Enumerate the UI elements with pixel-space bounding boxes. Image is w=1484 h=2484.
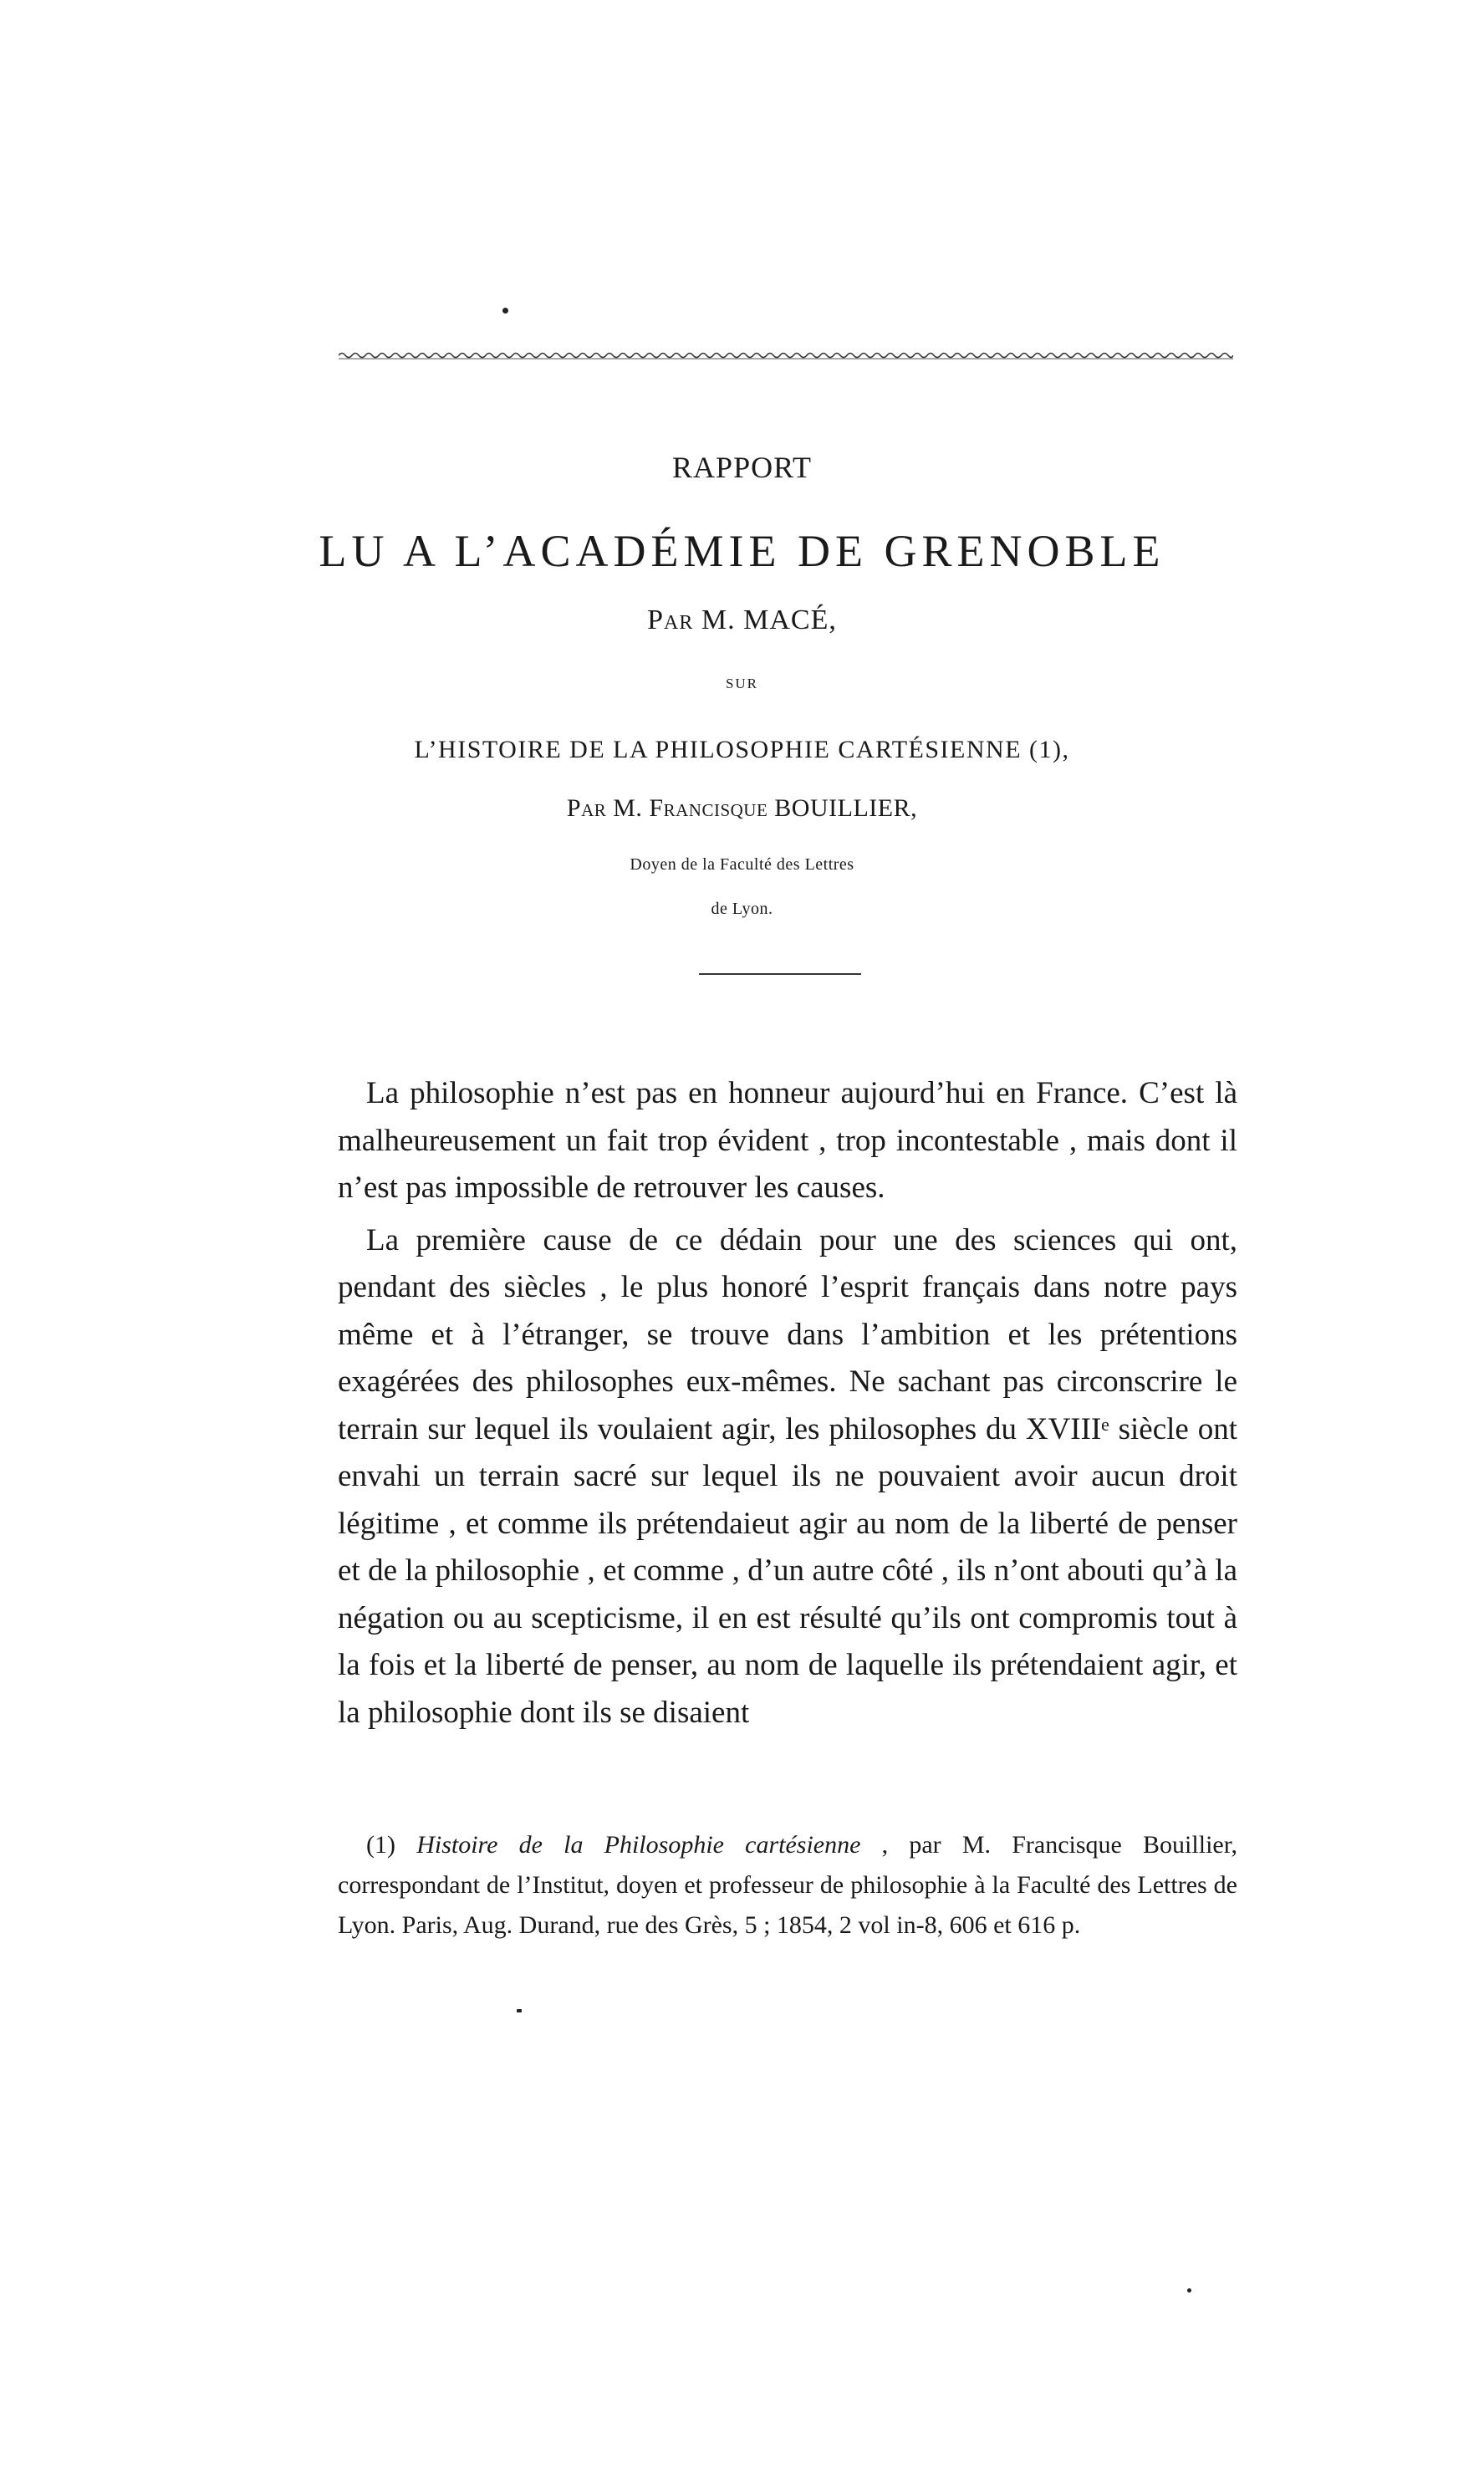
ink-speck xyxy=(517,2009,522,2012)
subject-preposition: SUR xyxy=(725,676,759,691)
page-title: LU A L’ACADÉMIE DE GRENOBLE xyxy=(319,526,1165,576)
footnote-book-title: Histoire de la Philosophie cartésienne xyxy=(416,1831,861,1859)
footnote-text: , par M. Francisque Bouillier, correspondant de l’Institut, doyen et professeur de philosophie à la Faculté des Lettres de Lyon. Paris, Aug. Durand, rue des Grès, 5 ; 1854, 2 vol in-8, 606 et 616 p. xyxy=(338,1831,1238,1939)
author-name: Par M. MACÉ, xyxy=(647,604,837,635)
footnote-marker: (1) xyxy=(366,1831,395,1859)
book-author-name: Par M. Francisque BOUILLIER, xyxy=(566,794,918,822)
book-title: L’HISTOIRE DE LA PHILOSOPHIE CARTÉSIENNE (1), xyxy=(414,736,1070,763)
author-line xyxy=(0,604,1484,636)
paragraph: La philosophie n’est pas en honneur aujourd’hui en France. C’est là malheureusement un fait trop évident , trop incontestable , mais dont il n’est pas impossible de retrouver les causes. xyxy=(338,1076,1237,1205)
footnote xyxy=(338,1825,1237,1946)
author-affiliation-city: de Lyon. xyxy=(711,900,773,918)
ink-speck xyxy=(1187,2288,1191,2293)
ink-speck xyxy=(502,308,508,314)
author-affiliation: Doyen de la Faculté des Lettres xyxy=(630,855,854,874)
book-author-line xyxy=(0,794,1484,823)
footnote-paragraph xyxy=(338,1825,1237,1946)
ornamental-rule xyxy=(339,349,1233,361)
paragraph: La première cause de ce dédain pour une des sciences qui ont, pendant des siècles , le plus honoré l’esprit français dans notre pays même et à l’étranger, se trouve dans l’ambition et les prétentions exagérées des philosophes eux-mêmes. Ne sachant pas circonscrire le terrain sur lequel ils voulaient agir, les philosophes du XVIIIᵉ siècle ont envahi un terrain sacré sur lequel ils ne pouvaient avoir aucun droit légitime , et comme ils prétendaieut agir au nom de la liberté de penser et de la philosophie , et comme , d’un autre côté , ils n’ont abouti qu’à la négation ou au scepticisme, il en est résulté qu’ils ont compromis tout à la fois et la liberté de penser, au nom de laquelle ils prétendaient agir, et la philosophie dont ils se disaient xyxy=(338,1222,1237,1730)
body-text xyxy=(338,1070,1237,1737)
section-divider xyxy=(699,973,861,975)
report-label: RAPPORT xyxy=(672,451,812,484)
